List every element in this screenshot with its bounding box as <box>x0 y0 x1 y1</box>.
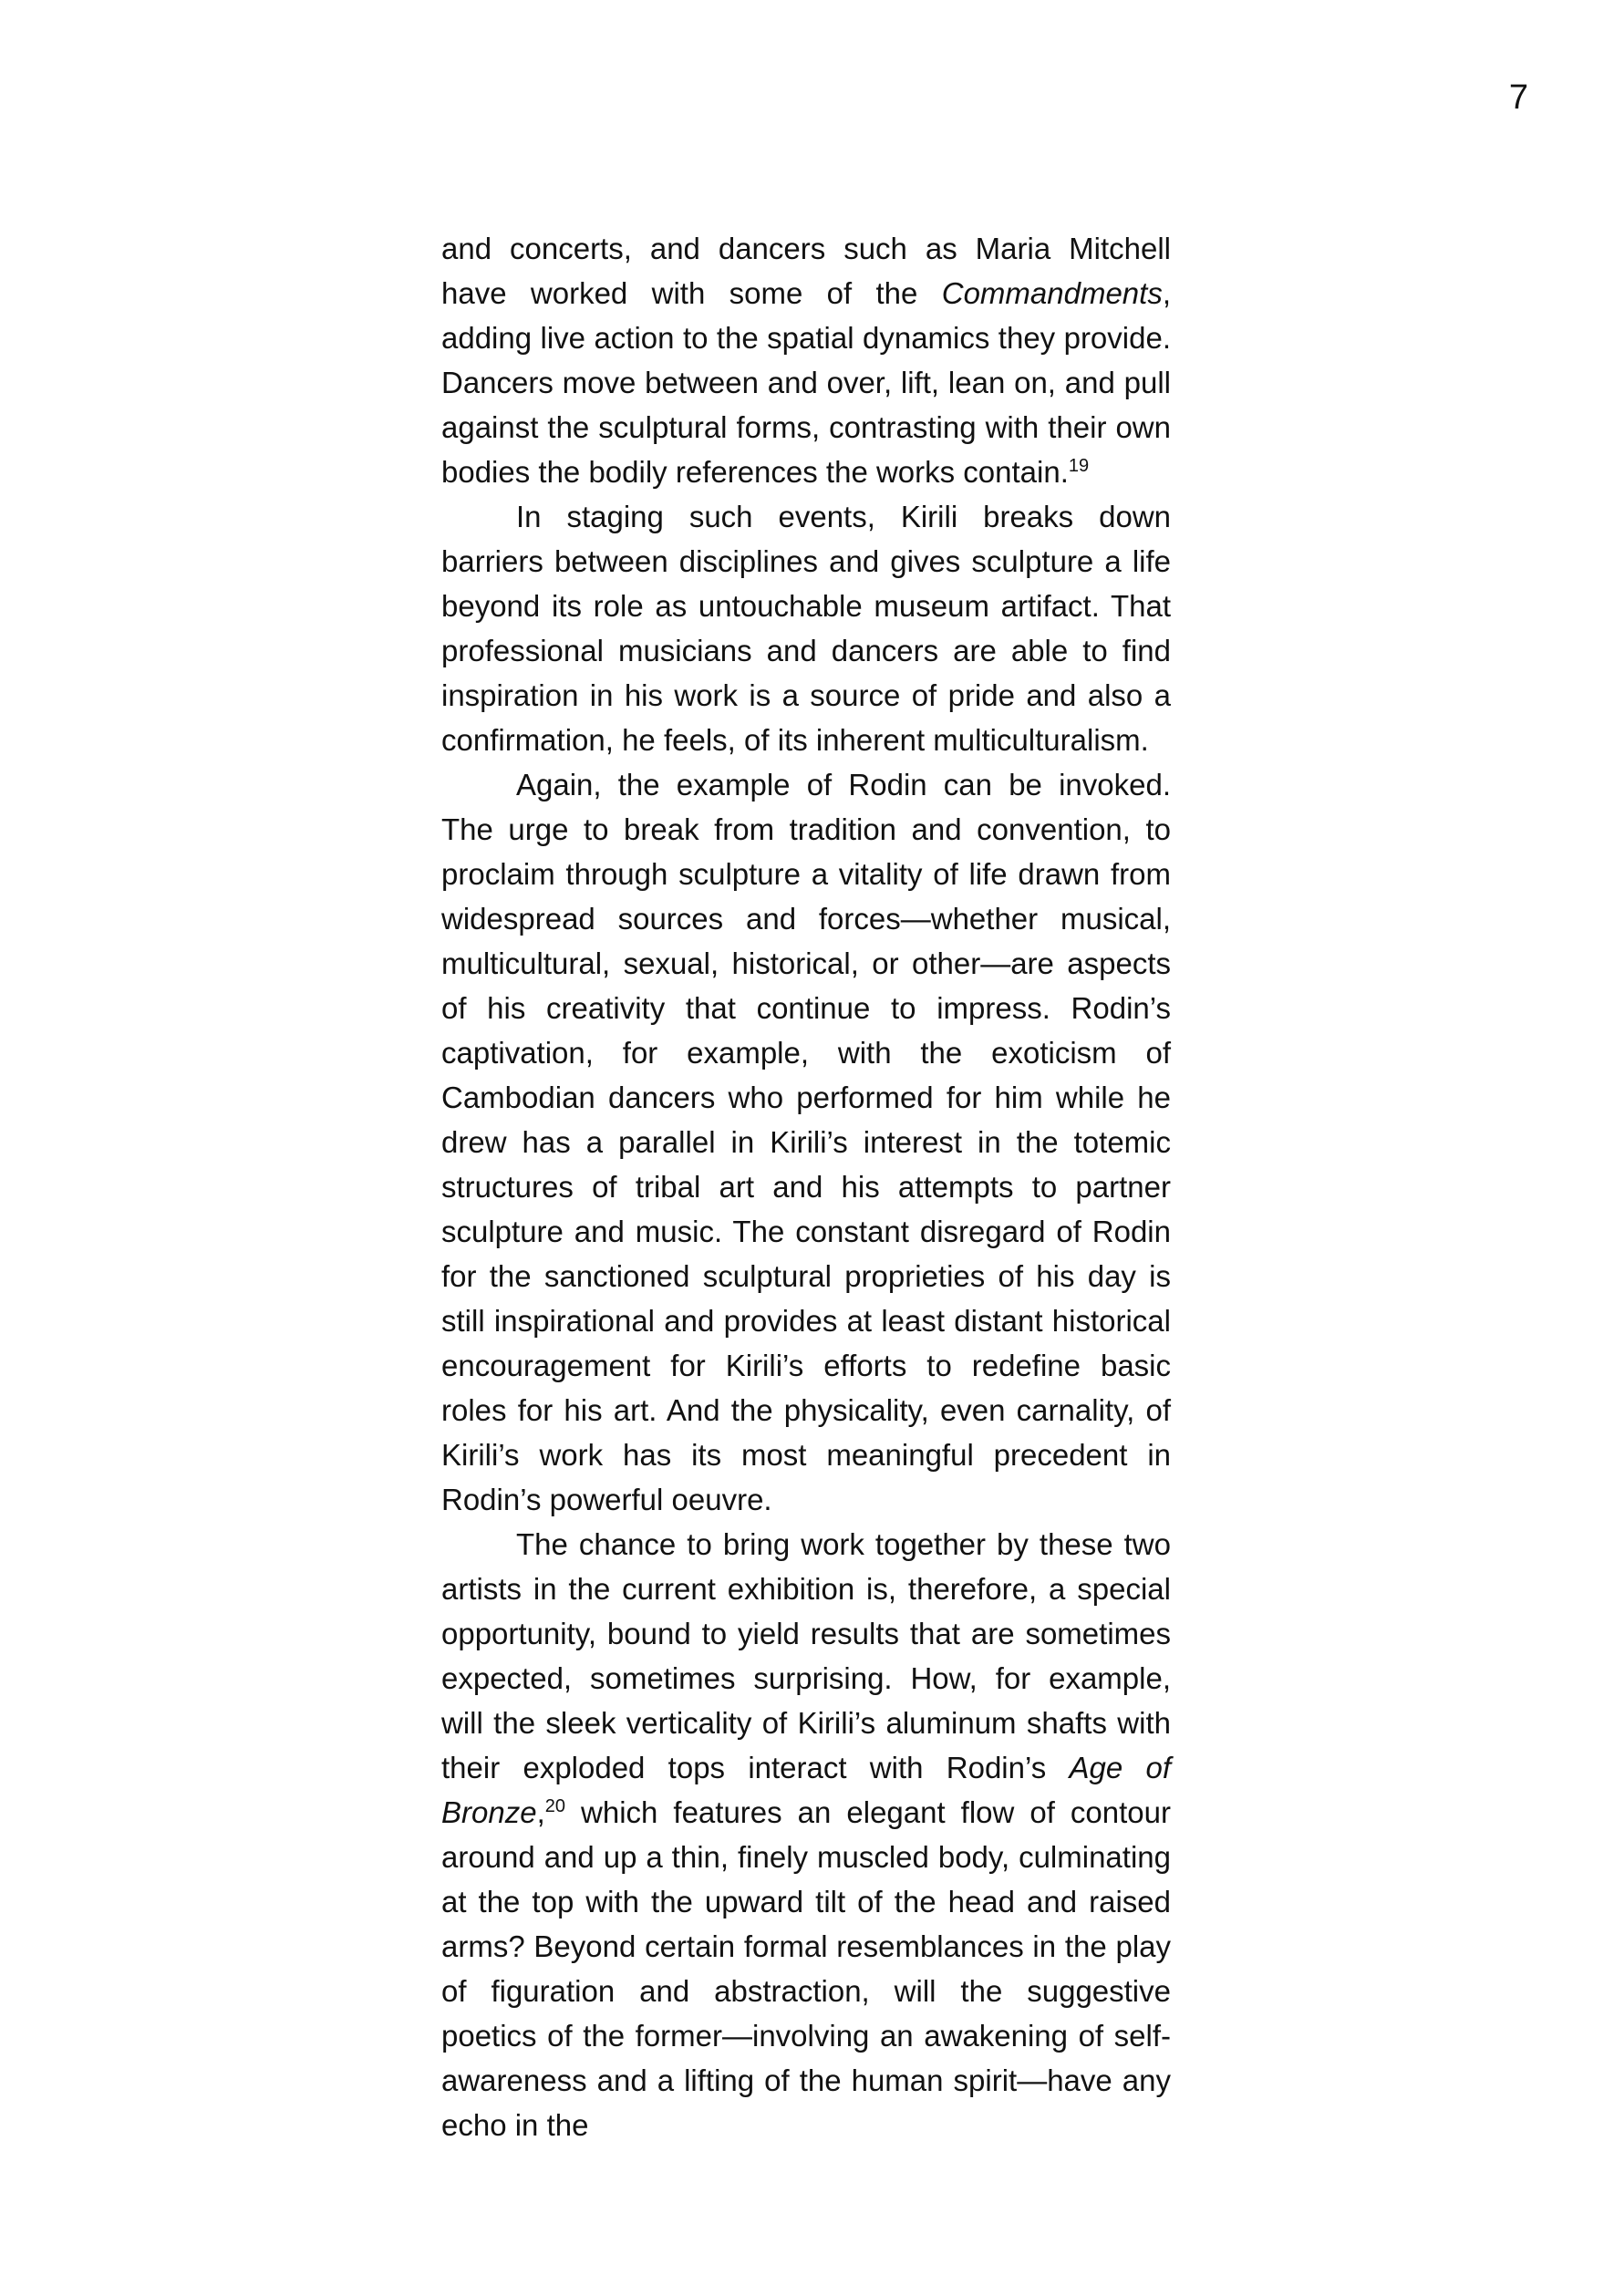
paragraph <box>441 762 1171 1522</box>
text-run: which features an elegant flow of contour around and up a thin, finely muscled body, culminating at the top with the upward tilt of the head and raised arms? Beyond certain formal resemblances in the play of figuration and abstraction, will the suggestive poetics of the former—involving an awakening of self-awareness and a lifting of the human spirit—have any echo in the <box>441 1795 1171 2142</box>
footnote-marker: 19 <box>1068 456 1090 476</box>
footnote-marker: 20 <box>544 1796 565 1816</box>
italic-title: Age of Bronze <box>441 1751 1171 1829</box>
text-run: Again, the example of Rodin can be invoked. The urge to break from tradition and convention, to proclaim through sculpture a vitality of life drawn from widespread sources and forces—whether musical, multicultural, sexual, historical, or other—are aspects of his creativity that continue to impress. Rodin’s captivation, for example, with the exoticism of Cambodian dancers who performed for him while he drew has a parallel in Kirili’s interest in the totemic structures of tribal art and his attempts to partner sculpture and music. The constant disregard of Rodin for the sanctioned sculptural proprieties of his day is still inspirational and provides at least distant historical encouragement for Kirili’s efforts to redefine basic roles for his art. And the physicality, even carnality, of Kirili’s work has its most meaningful precedent in Rodin’s powerful oeuvre. <box>441 768 1171 1516</box>
text-run: , <box>536 1795 545 1829</box>
paragraph <box>441 226 1171 494</box>
paragraph <box>441 1522 1171 2147</box>
text-run: , adding live action to the spatial dynamics they provide. Dancers move between and over, lift, lean on, and pull against the sculptural forms, contrasting with their own bodies the bodily references the works contain. <box>441 276 1171 489</box>
text-run: In staging such events, Kirili breaks down barriers between disciplines and gives sculpture a life beyond its role as untouchable museum artifact. That professional musicians and dancers are able to find inspiration in his work is a source of pride and also a confirmation, he feels, of its inherent multiculturalism. <box>441 500 1171 757</box>
body-text <box>441 226 1171 2147</box>
text-run: and concerts, and dancers such as Maria Mitchell have worked with some of the <box>441 232 1171 310</box>
page-number: 7 <box>1508 78 1528 117</box>
text-run: The chance to bring work together by these two artists in the current exhibition is, therefore, a special opportunity, bound to yield results that are sometimes expected, sometimes surprising. How, for example, will the sleek verticality of Kirili’s aluminum shafts with their exploded tops interact with Rodin’s <box>441 1527 1171 1784</box>
italic-title: Commandments <box>941 276 1163 310</box>
paragraph <box>441 494 1171 762</box>
